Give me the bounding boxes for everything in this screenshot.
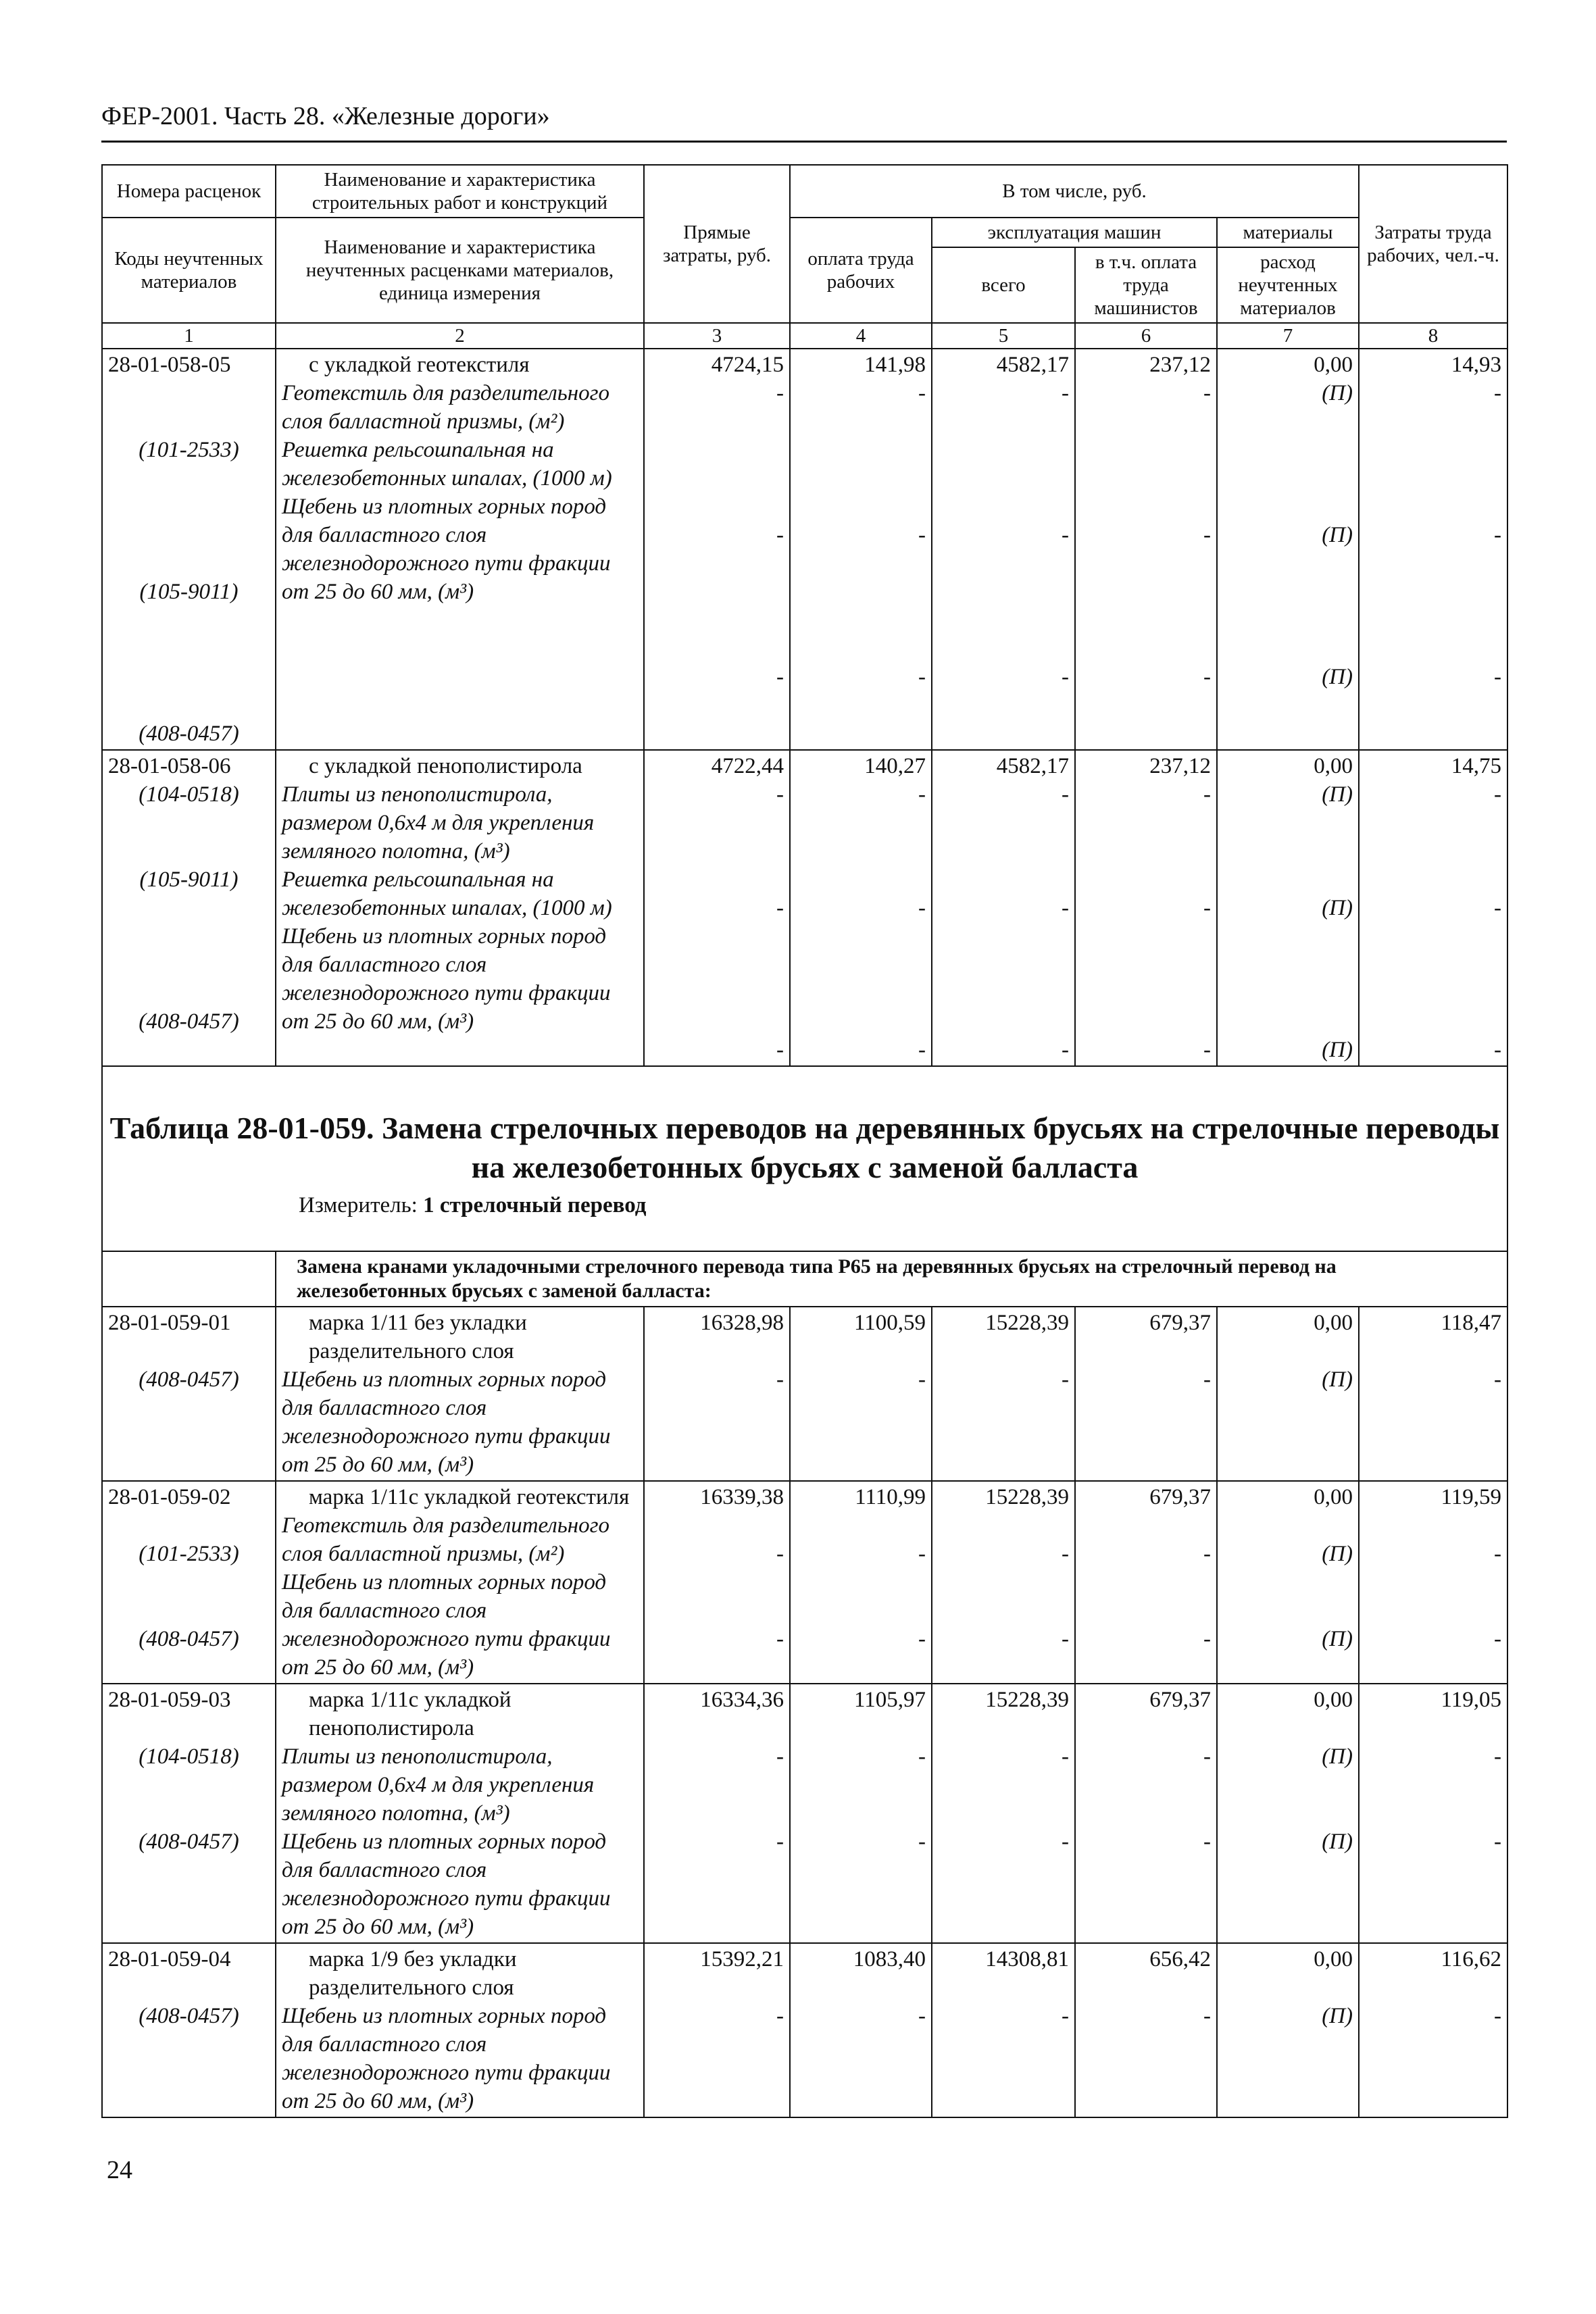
dash: -: [918, 1830, 926, 1854]
value-vsego: 4582,17: [996, 353, 1069, 377]
table-row: [102, 1307, 1507, 1481]
col-header-kody: Коды неучтенных материалов: [102, 218, 276, 323]
table-gap: [102, 1066, 1507, 1102]
dash: -: [1494, 523, 1501, 547]
material-code: (101-2533): [139, 438, 239, 462]
material-name: Решетка рельсошпальная на железобетонных шпалах, (1000 м): [282, 867, 612, 920]
dash: -: [1494, 1744, 1501, 1769]
dash: -: [1203, 1830, 1211, 1854]
dash: -: [1062, 381, 1069, 405]
dash: -: [1494, 665, 1501, 689]
dash: -: [918, 1744, 926, 1769]
dash: -: [776, 1744, 784, 1769]
p-mark: (П): [1322, 1542, 1353, 1566]
value-vtch: 679,37: [1149, 1688, 1211, 1712]
header-rule: [101, 141, 1507, 143]
dash: -: [1203, 1038, 1211, 1062]
dash: -: [1494, 896, 1501, 920]
rate-name: марка 1/11с укладкой геотекстиля: [309, 1485, 630, 1509]
value-rashod: 0,00: [1314, 1311, 1353, 1335]
dash: -: [776, 896, 784, 920]
value-vtch: 656,42: [1149, 1947, 1211, 1971]
col-header-vsego: всего: [932, 247, 1075, 323]
value-rashod: 0,00: [1314, 1485, 1353, 1509]
value-oplata: 140,27: [864, 754, 926, 778]
dash: -: [1062, 896, 1069, 920]
value-rashod: 0,00: [1314, 353, 1353, 377]
p-mark: (П): [1322, 1038, 1353, 1062]
material-code: (105-9011): [139, 580, 239, 604]
dash: -: [776, 1830, 784, 1854]
p-mark: (П): [1322, 1830, 1353, 1854]
value-vtch: 679,37: [1149, 1485, 1211, 1509]
col-header-vtch: в т.ч. оплата труда машинистов: [1075, 247, 1217, 323]
col-number: 6: [1075, 323, 1217, 349]
value-vsego: 4582,17: [996, 754, 1069, 778]
dash: -: [918, 665, 926, 689]
page-number: 24: [107, 2156, 132, 2184]
dash: -: [1203, 523, 1211, 547]
dash: -: [918, 896, 926, 920]
dash: -: [918, 1038, 926, 1062]
dash: -: [1062, 782, 1069, 807]
material-code: (408-0457): [139, 722, 239, 746]
value-oplata: 141,98: [864, 353, 926, 377]
value-vtch: 237,12: [1149, 754, 1211, 778]
material-name: Щебень из плотных горных пород для балластного слоя железнодорожного пути фракции от 25 до 60 мм, (м³): [282, 1830, 611, 1939]
value-pryamye: 15392,21: [700, 1947, 784, 1971]
material-code: (101-2533): [139, 1542, 239, 1566]
dash: -: [1062, 1542, 1069, 1566]
value-oplata: 1100,59: [853, 1311, 926, 1335]
rate-code: 28-01-059-04: [108, 1947, 231, 1971]
col-header-naimen: Наименование и характеристика строительных работ и конструкций: [276, 165, 644, 218]
dash: -: [776, 1542, 784, 1566]
dash: -: [1203, 1542, 1211, 1566]
value-vsego: 15228,39: [985, 1311, 1069, 1335]
table-title-block: [102, 1102, 1507, 1251]
material-code: (104-0518): [139, 1744, 239, 1769]
material-name: Геотекстиль для разделительного слоя балластной призмы, (м²): [282, 381, 610, 434]
value-rashod: 0,00: [1314, 1688, 1353, 1712]
measure-label: Измеритель:: [299, 1193, 418, 1217]
p-mark: (П): [1322, 2004, 1353, 2028]
p-mark: (П): [1322, 665, 1353, 689]
col-header-pryamye: Прямые затраты, руб.: [644, 165, 790, 323]
dash: -: [1494, 1830, 1501, 1854]
dash: -: [1494, 782, 1501, 807]
dash: -: [918, 782, 926, 807]
p-mark: (П): [1322, 782, 1353, 807]
col-header-zatraty: Затраты труда рабочих, чел.-ч.: [1359, 165, 1507, 323]
material-code: (408-0457): [139, 2004, 239, 2028]
value-pryamye: 4722,44: [711, 754, 784, 778]
dash: -: [1203, 1627, 1211, 1651]
p-mark: (П): [1322, 1744, 1353, 1769]
dash: -: [918, 1627, 926, 1651]
dash: -: [1062, 2004, 1069, 2028]
material-name: Геотекстиль для разделительного слоя балластной призмы, (м²): [282, 1513, 610, 1566]
rate-code: 28-01-058-06: [108, 754, 231, 778]
col-header-v-tom: В том числе, руб.: [790, 165, 1359, 218]
dash: -: [1494, 1038, 1501, 1062]
material-name: Щебень из плотных горных пород для балластного слоя железнодорожного пути фракции от 25 до 60 мм, (м³): [282, 924, 611, 1034]
material-code: (408-0457): [139, 1009, 239, 1034]
rate-code: 28-01-059-02: [108, 1485, 231, 1509]
p-mark: (П): [1322, 896, 1353, 920]
dash: -: [776, 1627, 784, 1651]
dash: -: [1494, 1542, 1501, 1566]
value-zatraty: 116,62: [1441, 1947, 1501, 1971]
col-header-oplata: оплата труда рабочих: [790, 218, 932, 323]
rate-code: 28-01-059-01: [108, 1311, 231, 1335]
dash: -: [776, 1367, 784, 1392]
table-row: [102, 349, 1507, 750]
dash: -: [1062, 1627, 1069, 1651]
col-header-rashod: расход неучтенных материалов: [1217, 247, 1359, 323]
value-rashod: 0,00: [1314, 754, 1353, 778]
col-number: 5: [932, 323, 1075, 349]
value-oplata: 1083,40: [853, 1947, 926, 1971]
material-name: Щебень из плотных горных пород для балластного слоя железнодорожного пути фракции от 25 до 60 мм, (м³): [282, 495, 611, 604]
measure-value: 1 стрелочный перевод: [423, 1193, 647, 1217]
value-oplata: 1110,99: [855, 1485, 926, 1509]
p-mark: (П): [1322, 523, 1353, 547]
table-title: Таблица 28-01-059. Замена стрелочных переводов на деревянных брусьях на стрелочные переводы на железобетонных брусьях с заменой балласта: [109, 1111, 1500, 1184]
material-name: Решетка рельсошпальная на железобетонных шпалах, (1000 м): [282, 438, 612, 491]
material-code: (105-9011): [139, 867, 239, 892]
value-vtch: 679,37: [1149, 1311, 1211, 1335]
value-pryamye: 16339,38: [700, 1485, 784, 1509]
value-zatraty: 119,05: [1441, 1688, 1501, 1712]
dash: -: [918, 381, 926, 405]
table-row: [102, 1481, 1507, 1684]
dash: -: [1203, 1744, 1211, 1769]
rate-name: с укладкой пенополистирола: [309, 754, 582, 778]
rate-name: марка 1/11 без укладки разделительного слоя: [309, 1311, 527, 1363]
rate-name: марка 1/11с укладкой пенополистирола: [309, 1688, 512, 1740]
p-mark: (П): [1322, 1367, 1353, 1392]
value-zatraty: 118,47: [1441, 1311, 1501, 1335]
dash: -: [918, 2004, 926, 2028]
dash: -: [1062, 1744, 1069, 1769]
col-header-materialy: материалы: [1217, 218, 1359, 247]
rate-code: 28-01-058-05: [108, 353, 231, 377]
dash: -: [1203, 1367, 1211, 1392]
rate-code: 28-01-059-03: [108, 1688, 231, 1712]
value-pryamye: 16334,36: [700, 1688, 784, 1712]
material-code: (104-0518): [139, 782, 239, 807]
col-header-naimen-mat: Наименование и характеристика неучтенных расценками материалов, единица измерения: [276, 218, 644, 323]
value-vsego: 14308,81: [985, 1947, 1069, 1971]
dash: -: [1062, 1367, 1069, 1392]
col-number: 4: [790, 323, 932, 349]
value-vtch: 237,12: [1149, 353, 1211, 377]
value-vsego: 15228,39: [985, 1688, 1069, 1712]
dash: -: [918, 523, 926, 547]
material-code: (408-0457): [139, 1830, 239, 1854]
value-zatraty: 14,93: [1451, 353, 1501, 377]
dash: -: [1203, 896, 1211, 920]
dash: -: [1062, 1038, 1069, 1062]
material-code: (408-0457): [139, 1627, 239, 1651]
dash: -: [1203, 665, 1211, 689]
dash: -: [1203, 782, 1211, 807]
dash: -: [1203, 2004, 1211, 2028]
dash: -: [1062, 1830, 1069, 1854]
dash: -: [1494, 1367, 1501, 1392]
p-mark: (П): [1322, 1627, 1353, 1651]
col-header-ekspl: эксплуатация машин: [932, 218, 1217, 247]
p-mark: (П): [1322, 381, 1353, 405]
material-name: Щебень из плотных горных пород для балластного слоя железнодорожного пути фракции от 25 до 60 мм, (м³): [282, 1570, 611, 1680]
dash: -: [918, 1367, 926, 1392]
table-row: [102, 750, 1507, 1066]
dash: -: [1062, 523, 1069, 547]
material-name: Плиты из пенополистирола, размером 0,6х4 м для укрепления земляного полотна, (м³): [282, 782, 595, 863]
value-rashod: 0,00: [1314, 1947, 1353, 1971]
col-number: 3: [644, 323, 790, 349]
col-header-nomer: Номера расценок: [102, 165, 276, 218]
value-zatraty: 119,59: [1441, 1485, 1501, 1509]
value-pryamye: 16328,98: [700, 1311, 784, 1335]
page-header: ФЕР-2001. Часть 28. «Железные дороги»: [101, 102, 550, 130]
col-number: 8: [1359, 323, 1507, 349]
rate-name: марка 1/9 без укладки разделительного слоя: [309, 1947, 517, 2000]
value-zatraty: 14,75: [1451, 754, 1501, 778]
dash: -: [1494, 2004, 1501, 2028]
dash: -: [776, 1038, 784, 1062]
col-number: 1: [102, 323, 276, 349]
value-pryamye: 4724,15: [711, 353, 784, 377]
col-number: 7: [1217, 323, 1359, 349]
dash: -: [1494, 381, 1501, 405]
dash: -: [776, 782, 784, 807]
dash: -: [918, 1542, 926, 1566]
table-row: [102, 1943, 1507, 2117]
material-name: Плиты из пенополистирола, размером 0,6х4 м для укрепления земляного полотна, (м³): [282, 1744, 595, 1826]
dash: -: [1494, 1627, 1501, 1651]
dash: -: [776, 381, 784, 405]
material-name: Щебень из плотных горных пород для балластного слоя железнодорожного пути фракции от 25 до 60 мм, (м³): [282, 2004, 611, 2113]
value-oplata: 1105,97: [853, 1688, 926, 1712]
dash: -: [1062, 665, 1069, 689]
table-row: [102, 1684, 1507, 1943]
material-code: (408-0457): [139, 1367, 239, 1392]
measure-line: [103, 1191, 1507, 1219]
rate-name: с укладкой геотекстиля: [309, 353, 530, 377]
dash: -: [776, 523, 784, 547]
material-name: Щебень из плотных горных пород для балластного слоя железнодорожного пути фракции от 25 до 60 мм, (м³): [282, 1367, 611, 1477]
rates-table: [101, 164, 1508, 2118]
dash: -: [776, 2004, 784, 2028]
col-number: 2: [276, 323, 644, 349]
value-vsego: 15228,39: [985, 1485, 1069, 1509]
dash: -: [776, 665, 784, 689]
section-heading: Замена кранами укладочными стрелочного перевода типа Р65 на деревянных брусьях на стрелочный перевод на железобетонных брусьях с заменой балласта:: [276, 1251, 1507, 1307]
dash: -: [1203, 381, 1211, 405]
